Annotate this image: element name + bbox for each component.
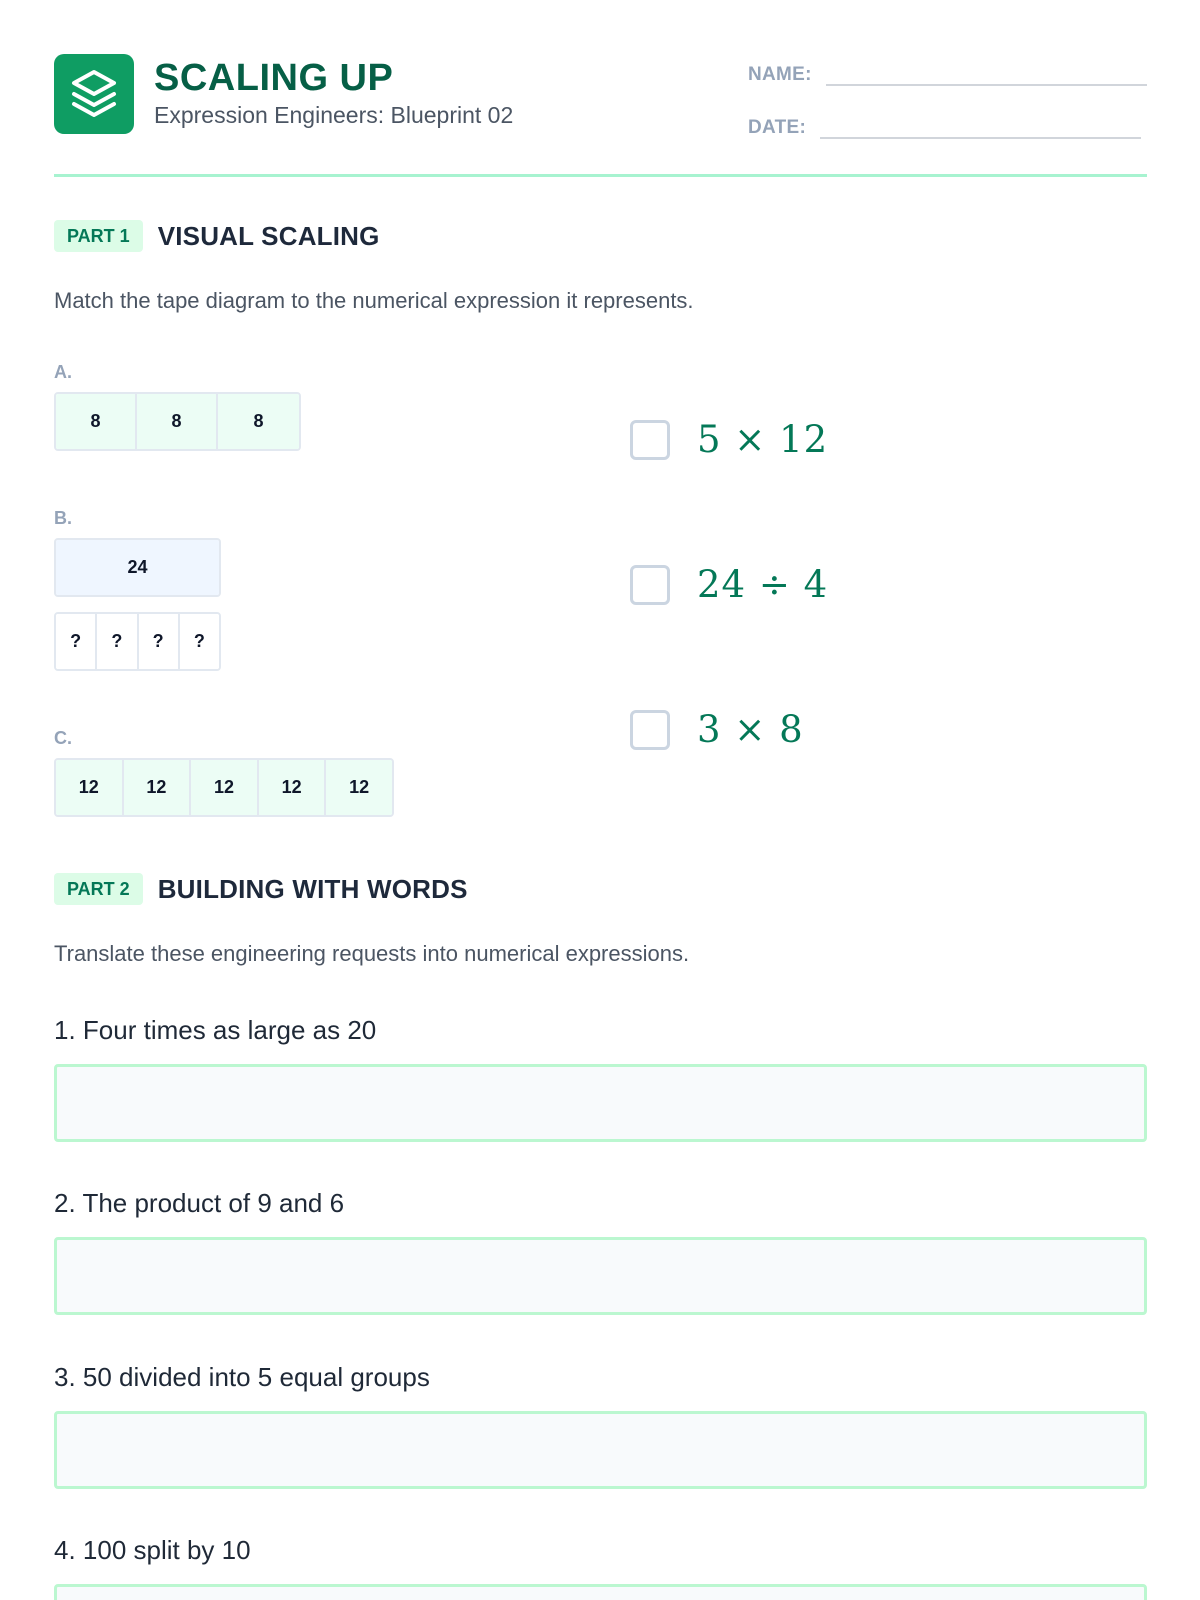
tape-diagram-b-total (54, 538, 221, 597)
tape-cell: 12 (124, 760, 192, 815)
diagram-b-label: B. (54, 508, 72, 528)
question-4: 4. 100 split by 10 (54, 1535, 251, 1565)
option-2 (630, 563, 828, 606)
part2-title: BUILDING WITH WORDS (157, 873, 468, 904)
diagram-a-label: A. (54, 362, 72, 382)
part2-badge: PART 2 (54, 873, 143, 905)
part1-badge: PART 1 (54, 220, 143, 252)
option-1-checkbox[interactable] (630, 420, 670, 460)
option-1 (630, 418, 828, 461)
tape-cell: 12 (259, 760, 327, 815)
question-3: 3. 50 divided into 5 equal groups (54, 1362, 430, 1392)
option-3-expression: 3 × 8 (697, 708, 804, 751)
answer-box-4[interactable] (54, 1584, 1147, 1600)
tape-cell: ? (139, 614, 180, 669)
part1-title: VISUAL SCALING (157, 220, 380, 251)
tape-total-cell: 24 (56, 540, 219, 595)
date-label: DATE: (748, 117, 807, 138)
tape-diagram-a (54, 392, 301, 451)
name-label: NAME: (748, 64, 812, 85)
header-divider (54, 174, 1147, 177)
answer-box-3[interactable] (54, 1411, 1147, 1489)
tape-cell: ? (56, 614, 97, 669)
question-1: 1. Four times as large as 20 (54, 1015, 377, 1045)
name-field (748, 60, 1147, 86)
date-field (748, 113, 1141, 139)
option-3-checkbox[interactable] (630, 710, 670, 750)
worksheet-subtitle: Expression Engineers: Blueprint 02 (154, 102, 514, 128)
answer-box-1[interactable] (54, 1064, 1147, 1142)
option-3 (630, 708, 804, 751)
tape-cell: 8 (137, 394, 218, 449)
part2-heading (54, 873, 468, 905)
answer-box-2[interactable] (54, 1237, 1147, 1315)
name-input-line[interactable] (826, 60, 1147, 86)
part1-heading (54, 220, 380, 252)
tape-cell: 8 (56, 394, 137, 449)
option-2-expression: 24 ÷ 4 (697, 563, 829, 606)
date-input-line[interactable] (820, 113, 1141, 139)
diagram-c-label: C. (54, 728, 72, 748)
option-2-checkbox[interactable] (630, 565, 670, 605)
tape-cell: ? (180, 614, 219, 669)
tape-diagram-b-parts (54, 612, 221, 671)
tape-cell: ? (97, 614, 138, 669)
tape-cell: 12 (326, 760, 392, 815)
option-1-expression: 5 × 12 (697, 418, 829, 461)
worksheet-title: SCALING UP (154, 57, 394, 99)
part1-instruction: Match the tape diagram to the numerical expression it represents. (54, 288, 694, 313)
tape-cell: 12 (56, 760, 124, 815)
tape-diagram-c (54, 758, 394, 817)
part2-instruction: Translate these engineering requests into numerical expressions. (54, 941, 690, 966)
tape-cell: 8 (218, 394, 299, 449)
question-2: 2. The product of 9 and 6 (54, 1188, 345, 1218)
stacked-layers-icon (54, 54, 134, 134)
tape-cell: 12 (191, 760, 259, 815)
